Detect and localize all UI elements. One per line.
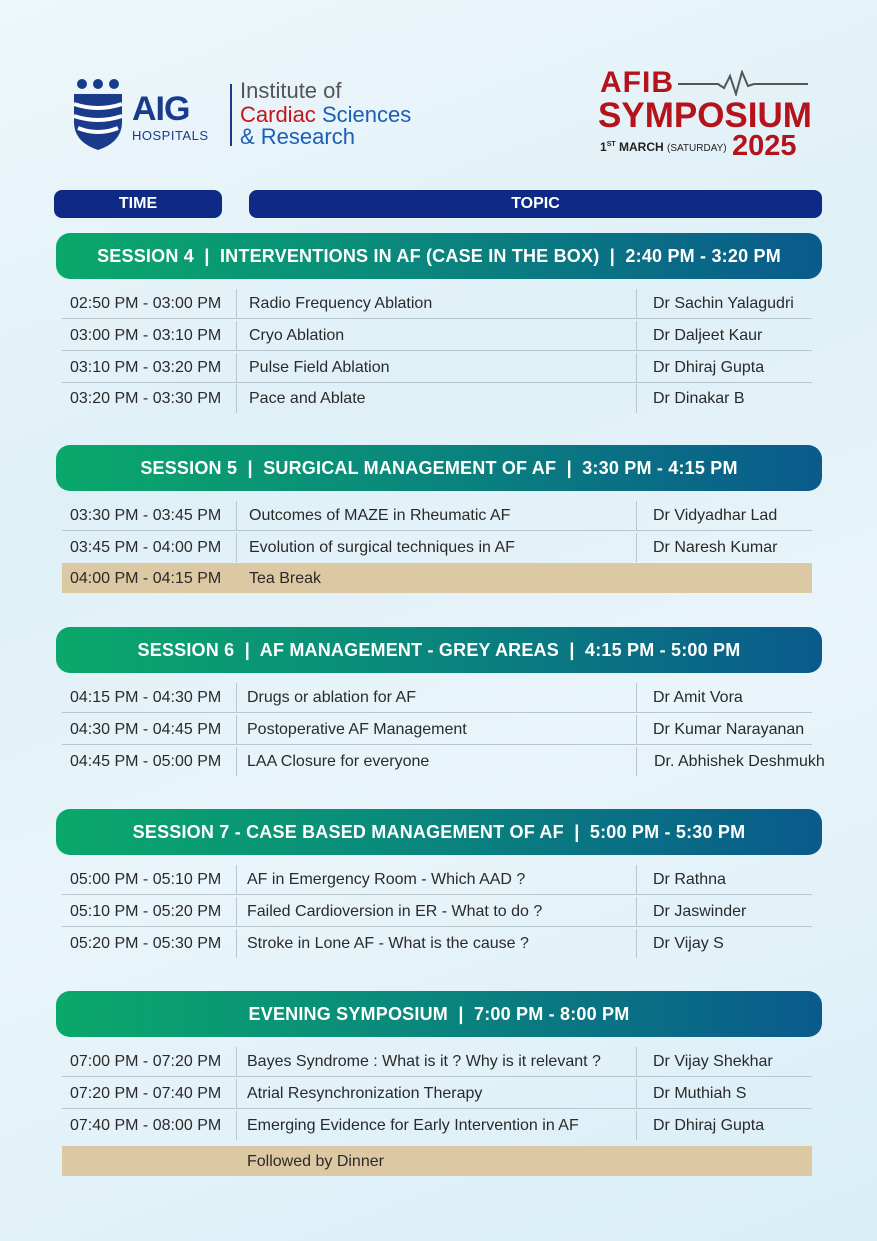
- table-row: [62, 352, 812, 383]
- row-time: 07:00 PM - 07:20 PM: [70, 1053, 222, 1070]
- row-speaker: Dr Amit Vora: [653, 689, 743, 706]
- event-date-month: MARCH: [618, 140, 664, 154]
- table-row: [62, 928, 812, 959]
- row-time: 05:10 PM - 05:20 PM: [70, 903, 222, 920]
- row-time: 05:00 PM - 05:10 PM: [70, 871, 222, 888]
- row-time: 05:20 PM - 05:30 PM: [70, 935, 222, 952]
- institute-line3: & Research: [240, 124, 355, 149]
- row-time: 04:00 PM - 04:15 PM: [70, 570, 222, 587]
- row-speaker: Dr Dhiraj Gupta: [653, 359, 765, 376]
- table-row: [62, 500, 812, 531]
- row-speaker: Dr Muthiah S: [653, 1085, 747, 1102]
- event-date-day: 1: [600, 140, 607, 154]
- institute-line1: Institute of: [240, 78, 342, 103]
- row-topic: Stroke in Lone AF - What is the cause ?: [247, 935, 529, 952]
- row-time: 03:00 PM - 03:10 PM: [70, 327, 222, 344]
- aig-logo: [72, 78, 452, 152]
- aig-shield-icon: [72, 78, 124, 150]
- row-topic: LAA Closure for everyone: [247, 753, 430, 770]
- session-6-header: SESSION 6 | AF MANAGEMENT - GREY AREAS | 4:15 PM - 5:00 PM: [56, 627, 822, 673]
- table-row: [62, 896, 812, 927]
- row-topic: Postoperative AF Management: [247, 721, 467, 738]
- event-date-suffix: ST: [606, 141, 616, 148]
- table-row: [62, 746, 825, 777]
- row-topic: Followed by Dinner: [247, 1153, 384, 1170]
- row-topic: Radio Frequency Ablation: [249, 295, 433, 312]
- table-row: [62, 1046, 812, 1077]
- row-time: 04:30 PM - 04:45 PM: [70, 721, 222, 738]
- institute-sciences: Sciences: [321, 102, 412, 127]
- row-speaker: Dr Dinakar B: [653, 390, 745, 407]
- row-time: 03:30 PM - 03:45 PM: [70, 507, 222, 524]
- row-speaker: Dr Kumar Narayanan: [653, 721, 805, 738]
- row-time: 07:20 PM - 07:40 PM: [70, 1085, 222, 1102]
- table-row: [62, 320, 812, 351]
- row-topic: Pace and Ablate: [249, 390, 366, 407]
- heartbeat-line-icon: [678, 70, 808, 96]
- event-subtitle: SYMPOSIUM: [598, 96, 812, 135]
- row-speaker: Dr Vijay S: [653, 935, 724, 952]
- row-time: 02:50 PM - 03:00 PM: [70, 295, 222, 312]
- column-header-time: TIME: [54, 190, 222, 218]
- row-topic: Pulse Field Ablation: [249, 359, 390, 376]
- row-speaker: Dr Dhiraj Gupta: [653, 1117, 765, 1134]
- row-topic: AF in Emergency Room - Which AAD ?: [247, 871, 526, 888]
- row-topic: Evolution of surgical techniques in AF: [249, 539, 515, 556]
- table-row: [62, 1110, 812, 1141]
- table-row: [62, 864, 812, 895]
- table-row: [62, 383, 812, 414]
- row-speaker: Dr. Abhishek Deshmukh: [654, 753, 825, 770]
- dinner-row: [62, 1146, 812, 1176]
- event-title: AFIB: [600, 66, 674, 99]
- logo-divider: [230, 84, 232, 146]
- row-time: 04:45 PM - 05:00 PM: [70, 753, 222, 770]
- table-row: [62, 1078, 812, 1109]
- event-date: [600, 140, 727, 154]
- row-topic: Drugs or ablation for AF: [247, 689, 416, 706]
- row-time: 03:20 PM - 03:30 PM: [70, 390, 222, 407]
- row-speaker: Dr Vidyadhar Lad: [653, 507, 778, 524]
- row-time: 03:45 PM - 04:00 PM: [70, 539, 222, 556]
- row-speaker: Dr Rathna: [653, 871, 726, 888]
- session-7-header: SESSION 7 - CASE BASED MANAGEMENT OF AF | 5:00 PM - 5:30 PM: [56, 809, 822, 855]
- aig-brand-sub: HOSPITALS: [132, 128, 209, 143]
- row-speaker: Dr Sachin Yalagudri: [653, 295, 794, 312]
- table-row: [62, 682, 812, 713]
- row-time: 04:15 PM - 04:30 PM: [70, 689, 222, 706]
- row-topic: Outcomes of MAZE in Rheumatic AF: [249, 507, 511, 524]
- table-row: [62, 532, 812, 563]
- row-speaker: Dr Jaswinder: [653, 903, 747, 920]
- table-row: [62, 288, 812, 319]
- evening-symposium-header: EVENING SYMPOSIUM | 7:00 PM - 8:00 PM: [56, 991, 822, 1037]
- row-time: 07:40 PM - 08:00 PM: [70, 1117, 222, 1134]
- aig-brand: AIG: [132, 90, 190, 128]
- row-topic: Failed Cardioversion in ER - What to do ?: [247, 903, 543, 920]
- row-topic: Bayes Syndrome : What is it ? Why is it relevant ?: [247, 1053, 601, 1070]
- row-topic: Atrial Resynchronization Therapy: [247, 1085, 483, 1102]
- break-row: [62, 563, 812, 593]
- institute-cardiac: Cardiac: [240, 102, 316, 127]
- event-date-weekday: (SATURDAY): [667, 143, 727, 154]
- event-badge: [598, 66, 813, 162]
- row-topic: Tea Break: [249, 570, 322, 587]
- row-topic: Emerging Evidence for Early Intervention in AF: [247, 1117, 579, 1134]
- column-header-topic: TOPIC: [249, 190, 822, 218]
- table-row: [62, 714, 812, 745]
- session-5-header: SESSION 5 | SURGICAL MANAGEMENT OF AF | 3:30 PM - 4:15 PM: [56, 445, 822, 491]
- row-speaker: Dr Naresh Kumar: [653, 539, 778, 556]
- row-time: 03:10 PM - 03:20 PM: [70, 359, 222, 376]
- row-speaker: Dr Daljeet Kaur: [653, 327, 763, 344]
- row-speaker: Dr Vijay Shekhar: [653, 1053, 773, 1070]
- session-4-header: SESSION 4 | INTERVENTIONS IN AF (CASE IN THE BOX) | 2:40 PM - 3:20 PM: [56, 233, 822, 279]
- row-topic: Cryo Ablation: [249, 327, 345, 344]
- event-year: 2025: [732, 130, 797, 162]
